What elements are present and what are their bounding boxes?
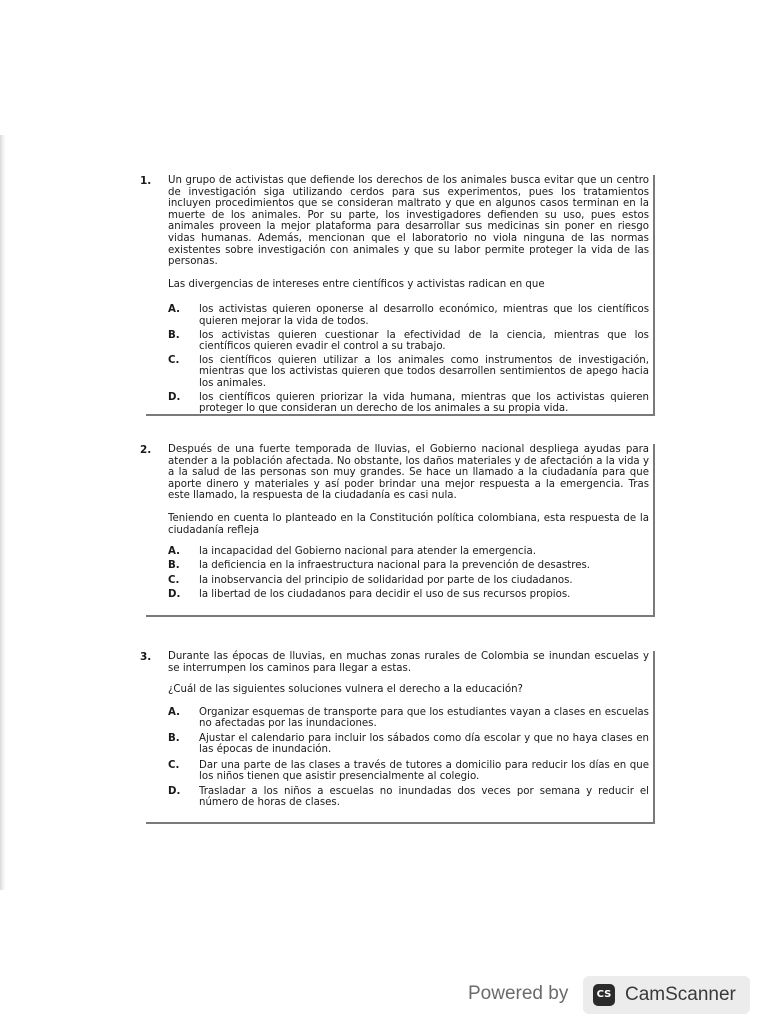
option-c[interactable] (168, 575, 649, 586)
option-text: Dar una parte de las clases a través de tutores a domicilio para reducir los días en que los niños tienen que asistir presencialmente al colegio. (199, 759, 649, 782)
option-text: la libertad de los ciudadanos para decidir el uso de sus recursos propios. (199, 588, 571, 600)
answer-options (168, 546, 649, 600)
option-text: los científicos quieren utilizar a los animales como instrumentos de investigación, mientras que los activistas quieren que todos desarrollen sentimientos de apego hacia los animales. (199, 355, 649, 389)
camscanner-badge (583, 976, 750, 1014)
question-2 (135, 444, 655, 617)
powered-by-text: Powered by (468, 983, 569, 1004)
option-a[interactable] (168, 546, 649, 557)
option-d[interactable] (168, 786, 649, 808)
option-text: la deficiencia en la infraestructura nacional para la prevención de desastres. (199, 560, 591, 572)
option-text: los científicos quieren priorizar la vida humana, mientras que los activistas quieren proteger lo que consideran un derecho de los animales a su propia vida. (199, 391, 649, 414)
answer-options (168, 707, 649, 809)
option-letter: C. (168, 759, 180, 771)
option-text: Ajustar el calendario para incluir los sábados como día escolar y que no haya clases en las épocas de inundación. (199, 733, 649, 756)
option-b[interactable] (168, 560, 649, 571)
question-number: 3. (140, 651, 152, 663)
option-text: la incapacidad del Gobierno nacional para atender la emergencia. (199, 546, 536, 558)
question-number: 2. (140, 444, 152, 456)
question-3 (135, 651, 655, 824)
question-stem: Después de una fuerte temporada de lluvias, el Gobierno nacional despliega ayudas para atender a la población afectada. No obstante, los daños materiales y de afectación a la vida y a la salud de las personas son muy grandes. Se hace un llamado a la ciudadanía para que aporte dinero y materiales y así poder brindar una mejor respuesta a la emergencia. Tras este llamado, la respuesta de la ciudadanía es casi nula. (168, 444, 649, 502)
question-number: 1. (140, 175, 152, 187)
answer-options (168, 304, 649, 414)
option-letter: D. (168, 391, 181, 403)
option-letter: D. (168, 786, 181, 797)
question-stem: Un grupo de activistas que defiende los derechos de los animales busca evitar que un centro de investigación siga utilizando cerdos para sus experimentos, pues los tratamientos incluyen procedimientos que se consideran maltrato y que en algunos casos terminan en la muerte de los animales. Por su parte, los investigadores defienden su uso, pues estos animales proveen la mejor plataforma para desarrollar sus medicinas sin poner en riesgo vidas humanas. Además, mencionan que el laboratorio no viola ninguna de las normas existentes sobre investigación con animales y que su labor permite proteger la vida de las personas. (168, 175, 649, 268)
option-letter: B. (168, 329, 180, 341)
question-prompt: Teniendo en cuenta lo planteado en la Constitución política colombiana, esta respuesta de la ciudadanía refleja (168, 512, 649, 536)
option-letter: C. (168, 355, 180, 367)
option-a[interactable] (168, 707, 649, 729)
option-letter: A. (168, 304, 180, 316)
camscanner-logo-icon: CS (593, 984, 615, 1006)
option-letter: A. (168, 706, 180, 718)
camscanner-watermark (468, 976, 750, 1016)
option-d[interactable] (168, 392, 649, 414)
question-1 (135, 175, 655, 416)
option-text: los activistas quieren cuestionar la efectividad de la ciencia, mientras que los científicos quieren evadir el control a su trabajo. (199, 329, 649, 352)
question-stem: Durante las épocas de lluvias, en muchas zonas rurales de Colombia se inundan escuelas y se interrumpen los caminos para llegar a estas. (168, 651, 649, 674)
option-letter: D. (168, 588, 181, 600)
option-text: Trasladar a los niños a escuelas no inundadas dos veces por semana y reducir el número de horas de clases. (199, 786, 649, 809)
option-letter: C. (168, 574, 180, 586)
option-letter: A. (168, 546, 180, 558)
option-a[interactable] (168, 304, 649, 326)
question-prompt: Las divergencias de intereses entre científicos y activistas radican en que (168, 278, 545, 290)
option-c[interactable] (168, 760, 649, 782)
option-c[interactable] (168, 355, 649, 389)
option-letter: B. (168, 560, 180, 572)
option-b[interactable] (168, 733, 649, 755)
question-prompt: ¿Cuál de las siguientes soluciones vulnera el derecho a la educación? (168, 684, 523, 696)
camscanner-brand: CamScanner (625, 984, 736, 1005)
option-b[interactable] (168, 330, 649, 352)
option-letter: B. (168, 733, 180, 745)
option-d[interactable] (168, 589, 649, 600)
option-text: los activistas quieren oponerse al desarrollo económico, mientras que los científicos quieren mejorar la vida de todos. (199, 304, 649, 327)
option-text: la inobservancia del principio de solidaridad por parte de los ciudadanos. (199, 574, 573, 586)
scan-page-edge (0, 135, 6, 890)
option-text: Organizar esquemas de transporte para que los estudiantes vayan a clases en escuelas no afectadas por las inundaciones. (199, 706, 649, 729)
